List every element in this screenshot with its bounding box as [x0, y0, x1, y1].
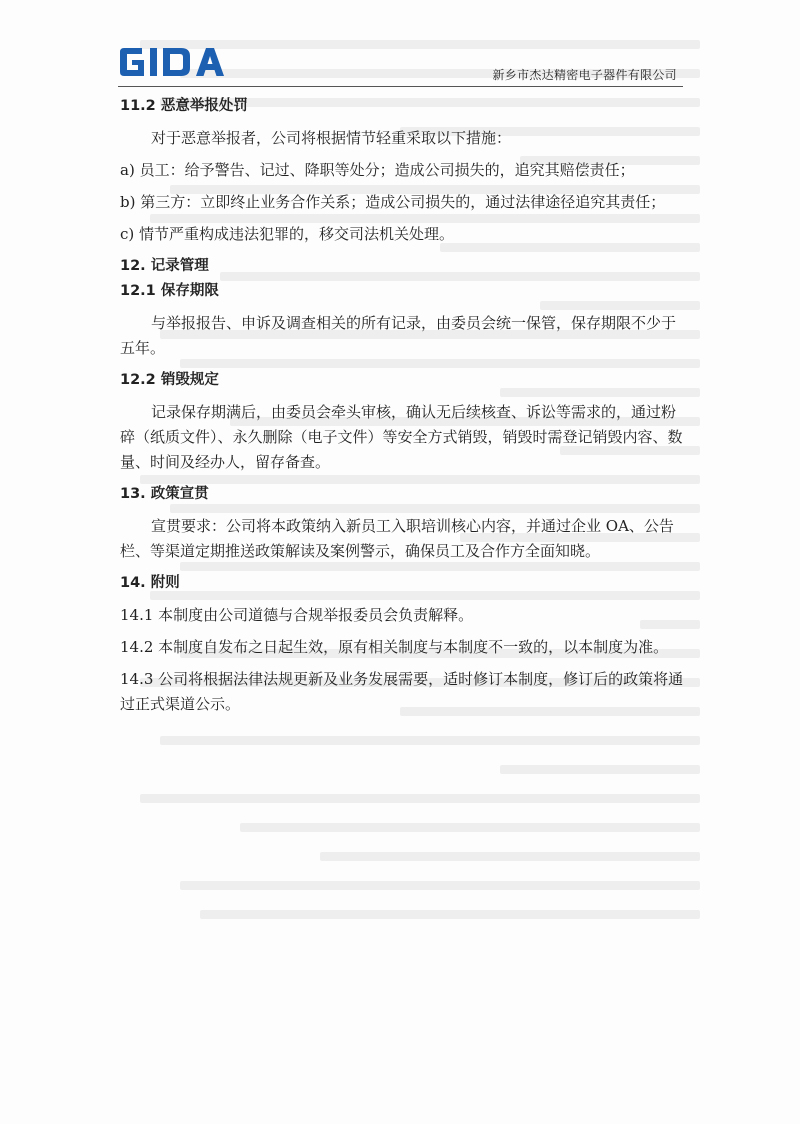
- section-heading-12-1: 12.1 保存期限: [120, 283, 219, 299]
- section-heading-11-2: 11.2 恶意举报处罚: [120, 98, 248, 114]
- list-item-b: b) 第三方：立即终止业务合作关系；造成公司损失的，通过法律途径追究其责任；: [120, 193, 666, 211]
- section-heading-14: 14. 附则: [120, 575, 180, 591]
- document-body: [120, 94, 685, 717]
- section-heading-13: 13. 政策宣贯: [120, 486, 209, 502]
- clause-14-1: 14.1 本制度由公司道德与合规举报委员会负责解释。: [120, 606, 474, 624]
- page-header: [118, 40, 683, 86]
- list-item-a: a) 员工：给予警告、记过、降职等处分；造成公司损失的，追究其赔偿责任；: [120, 161, 635, 179]
- clause-14-3: 14.3 公司将根据法律法规更新及业务发展需要，适时修订本制度，修订后的政策将通过正式渠道公示。: [120, 670, 684, 713]
- company-logo: [118, 46, 234, 82]
- paragraph: 对于恶意举报者，公司将根据情节轻重采取以下措施：: [151, 129, 512, 147]
- section-heading-12: 12. 记录管理: [120, 258, 209, 274]
- clause-14-2: 14.2 本制度自发布之日起生效，原有相关制度与本制度不一致的，以本制度为准。: [120, 638, 669, 656]
- list-item-c: c) 情节严重构成违法犯罪的，移交司法机关处理。: [120, 225, 455, 243]
- section-heading-12-2: 12.2 销毁规定: [120, 372, 219, 388]
- paragraph: 记录保存期满后，由委员会牵头审核，确认无后续核查、诉讼等需求的，通过粉碎（纸质文件）、永久删除（电子文件）等安全方式销毁，销毁时需登记销毁内容、数量、时间及经办人，留存备查。: [120, 403, 683, 471]
- company-name: 新乡市杰达精密电子器件有限公司: [492, 68, 677, 82]
- header-divider: [118, 86, 683, 87]
- paragraph: 与举报报告、申诉及调查相关的所有记录，由委员会统一保管，保存期限不少于五年。: [120, 314, 677, 357]
- paragraph: 宣贯要求：公司将本政策纳入新员工入职培训核心内容，并通过企业 OA、公告栏、等渠道定期推送政策解读及案例警示，确保员工及合作方全面知晓。: [120, 517, 674, 560]
- gida-logo-graphic: [118, 46, 234, 78]
